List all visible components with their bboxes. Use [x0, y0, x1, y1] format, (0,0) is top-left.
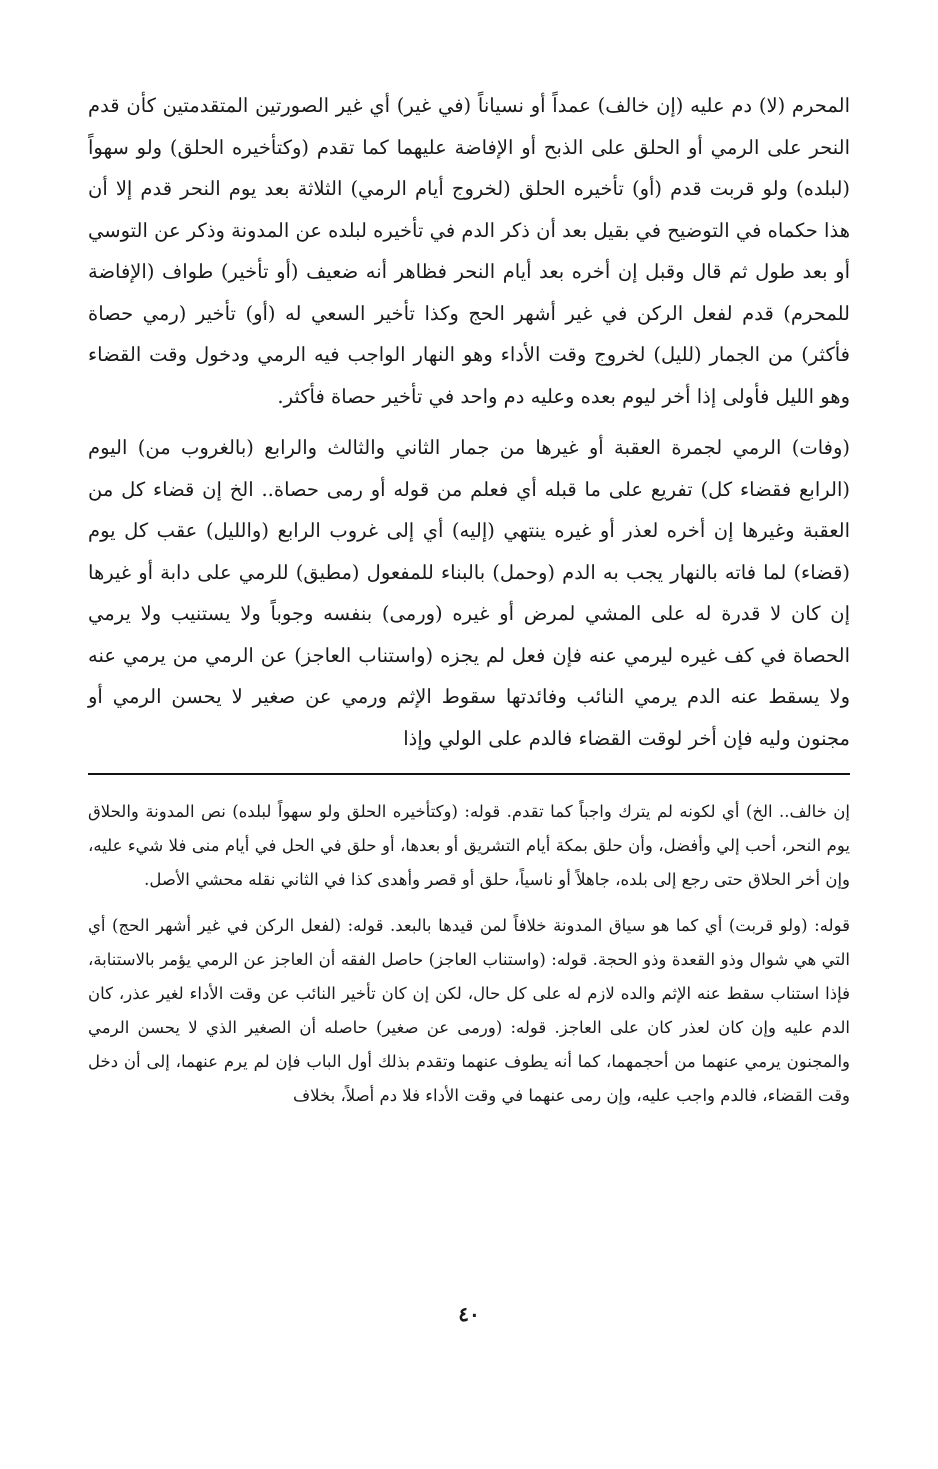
page-body	[88, 85, 850, 1113]
footnotes	[88, 795, 850, 1113]
footnote-paragraph-1: إن خالف.. الخ) أي لكونه لم يترك واجباً كما تقدم. قوله: (وكتأخيره الحلق ولو سهواً لبلده) نص المدونة والحلاق يوم النحر، أحب إلي وأفضل، وأن حلق بمكة أيام التشريق أو بعدها، أو حلق في الحل في أيام منى فلا شيء عليه، وإن أخر الحلاق حتى رجع إلى بلده، جاهلاً أو ناسياً، حلق أو قصر وأهدى كذا في الثاني نقله محشي الأصل.	[88, 802, 850, 889]
footnote-divider	[88, 773, 850, 775]
main-paragraph-1: المحرم (لا) دم عليه (إن خالف) عمداً أو نسياناً (في غير) أي غير الصورتين المتقدمتين كأن قدم النحر على الرمي أو الحلق على الذبح أو الإفاضة عليهما كما تقدم (وكتأخيره الحلق) ولو سهواً (لبلده) ولو قربت قدم (أو) تأخيره الحلق (لخروج أيام الرمي) الثلاثة بعد يوم النحر قدم إلا أن هذا حكماه في التوضيح في بقيل بعد أن ذكر الدم في تأخيره لبلده عن المدونة وذكر عن التوسي أو بعد طول ثم قال وقبل إن أخره بعد أيام النحر فظاهر أنه ضعيف (أو تأخير) طواف (الإفاضة للمحرم) قدم لفعل الركن في غير أشهر الحج وكذا تأخير السعي له (أو) تأخير (رمي حصاة فأكثر) من الجمار (لليل) لخروج وقت الأداء وهو النهار الواجب فيه الرمي ودخول وقت القضاء وهو الليل فأولى إذا أخر ليوم بعده وعليه دم واحد في تأخير حصاة فأكثر.	[88, 94, 850, 408]
main-paragraph-2: (وفات) الرمي لجمرة العقبة أو غيرها من جمار الثاني والثالث والرابع (بالغروب من) اليوم (الرابع فقضاء كل) تفريع على ما قبله أي فعلم من قوله أو رمى حصاة.. الخ إن قضاء كل من العقبة وغيرها إن أخره لعذر أو غيره ينتهي (إليه) أي إلى غروب الرابع (والليل) عقب كل يوم (قضاء) لما فاته بالنهار يجب به الدم (وحمل) بالبناء للمفعول (مطيق) للرمي على دابة أو غيرها إن كان لا قدرة له على المشي لمرض أو غيره (ورمى) بنفسه وجوباً ولا يستنيب ولا يرمي الحصاة في كف غيره ليرمي عنه فإن فعل لم يجزه (واستناب العاجز) عن الرمي من يرمي عنه ولا يسقط عنه الدم يرمي النائب وفائدتها سقوط الإثم ورمي عن صغير لا يحسن الرمي أو مجنون وليه فإن أخر لوقت القضاء فالدم على الولي وإذا	[88, 436, 850, 750]
footnote-paragraph-2: قوله: (ولو قربت) أي كما هو سياق المدونة خلافاً لمن قيدها بالبعد. قوله: (لفعل الركن في غير أشهر الحج) أي التي هي شوال وذو القعدة وذو الحجة. قوله: (واستناب العاجز) حاصل الفقه أن العاجز عن الرمي يؤمر بالاستنابة، فإذا استناب سقط عنه الإثم والده لازم له على كل حال، لكن إن كان تأخير النائب عن وقت الأداء لغير عذر، كان الدم عليه وإن كان لعذر كان على العاجز. قوله: (ورمى عن صغير) حاصله أن الصغير الذي لا يحسن الرمي والمجنون يرمي عنهما من أحجمهما، كما أنه يطوف عنهما وتقدم بذلك أول الباب فإن لم يرم عنهما، إلى أن دخل وقت القضاء، فالدم واجب عليه، وإن رمى عنهما في وقت الأداء فلا دم أصلاً، بخلاف	[88, 916, 850, 1105]
page-number: ٤٠	[458, 1302, 480, 1326]
main-text	[88, 85, 850, 759]
